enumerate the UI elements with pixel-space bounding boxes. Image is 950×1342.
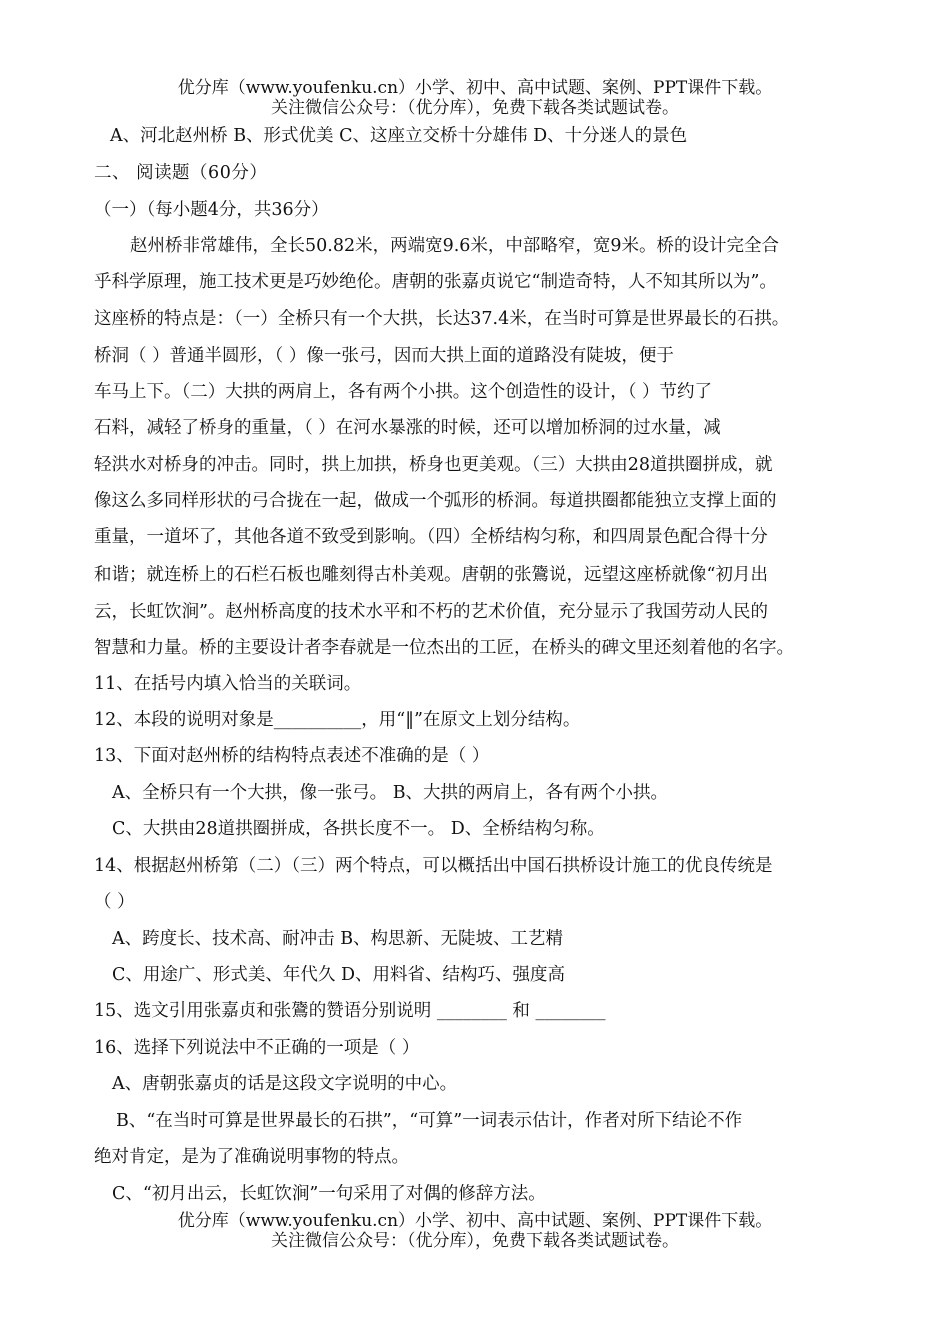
question-16-option-a: A、唐朝张嘉贞的话是这段文字说明的中心。 (112, 1074, 458, 1094)
question-15: 15、选文引用张嘉贞和张鷟的赞语分别说明 ________ 和 ________ (94, 1001, 606, 1021)
question-12: 12、本段的说明对象是__________，用“‖”在原文上划分结构。 (94, 710, 581, 730)
passage-line: 乎科学原理，施工技术更是巧妙绝伦。唐朝的张嘉贞说它“制造奇特，人不知其所以为”。 (94, 272, 777, 292)
question-13-options-cd: C、大拱由28道拱圈拼成，各拱长度不一。 D、全桥结构匀称。 (112, 819, 605, 839)
question-14: 14、根据赵州桥第（二）（三）两个特点，可以概括出中国石拱桥设计施工的优良传统是 (94, 856, 773, 876)
passage-line: 轻洪水对桥身的冲击。同时，拱上加拱，桥身也更美观。（三）大拱由28道拱圈拼成，就 (94, 455, 773, 475)
page-footer-line-2: 关注微信公众号：（优分库），免费下载各类试题试卷。 (271, 1231, 679, 1251)
question-13: 13、下面对赵州桥的结构特点表述不准确的是（ ） (94, 746, 490, 766)
passage-line: 这座桥的特点是：（一）全桥只有一个大拱，长达37.4米，在当时可算是世界最长的石拱。 (94, 309, 790, 329)
question-16: 16、选择下列说法中不正确的一项是（ ） (94, 1038, 420, 1058)
question-16-option-b-cont: 绝对肯定，是为了准确说明事物的特点。 (94, 1147, 409, 1167)
question-13-options-ab: A、全桥只有一个大拱，像一张弓。 B、大拱的两肩上，各有两个小拱。 (112, 783, 669, 803)
question-14-options-cd: C、用途广、形式美、年代久 D、用料省、结构巧、强度高 (112, 965, 565, 985)
passage-line: 重量，一道坏了，其他各道不致受到影响。（四）全桥结构匀称，和四周景色配合得十分 (94, 527, 768, 547)
question-16-option-b: B、“在当时可算是世界最长的石拱”，“可算”一词表示估计，作者对所下结论不作 (116, 1111, 743, 1131)
passage-line: 云，长虹饮涧”。赵州桥高度的技术水平和不朽的艺术价值，充分显示了我国劳动人民的 (94, 602, 768, 622)
passage-line: 智慧和力量。桥的主要设计者李春就是一位杰出的工匠，在桥头的碑文里还刻着他的名字。 (94, 638, 794, 658)
passage-line: 像这么多同样形状的弓合拢在一起，做成一个弧形的桥洞。每道拱圈都能独立支撑上面的 (94, 491, 777, 511)
passage-line: 桥洞（ ）普通半圆形，（ ）像一张弓，因而大拱上面的道路没有陡坡，便于 (94, 346, 674, 366)
passage-line: 和谐；就连桥上的石栏石板也雕刻得古朴美观。唐朝的张鷟说，远望这座桥就像“初月出 (94, 565, 768, 585)
question-10-options: A、河北赵州桥 B、形式优美 C、这座立交桥十分雄伟 D、十分迷人的景色 (110, 126, 688, 146)
subsection-heading: （一）（每小题4分，共36分） (94, 200, 329, 220)
page-header-line-2: 关注微信公众号：（优分库），免费下载各类试题试卷。 (271, 98, 679, 118)
question-14-options-ab: A、跨度长、技术高、耐冲击 B、构思新、无陡坡、工艺精 (112, 929, 564, 949)
page-footer-line-1: 优分库（www.youfenku.cn）小学、初中、高中试题、案例、PPT课件下载。 (177, 1211, 773, 1231)
question-14-blank: （ ） (94, 892, 135, 912)
section-heading-reading: 二、 阅读题（60分） (94, 163, 268, 183)
question-11: 11、在括号内填入恰当的关联词。 (94, 674, 362, 694)
question-16-option-c: C、“初月出云，长虹饮涧”一句采用了对偶的修辞方法。 (112, 1184, 546, 1204)
passage-line: 赵州桥非常雄伟，全长50.82米，两端宽9.6米，中部略窄，宽9米。桥的设计完全合 (130, 236, 780, 256)
passage-line: 石料，减轻了桥身的重量，（ ）在河水暴涨的时候，还可以增加桥洞的过水量，减 (94, 418, 721, 438)
page-header-line-1: 优分库（www.youfenku.cn）小学、初中、高中试题、案例、PPT课件下载。 (177, 78, 773, 98)
passage-line: 车马上下。（二）大拱的两肩上，各有两个小拱。这个创造性的设计，（ ）节约了 (94, 382, 713, 402)
